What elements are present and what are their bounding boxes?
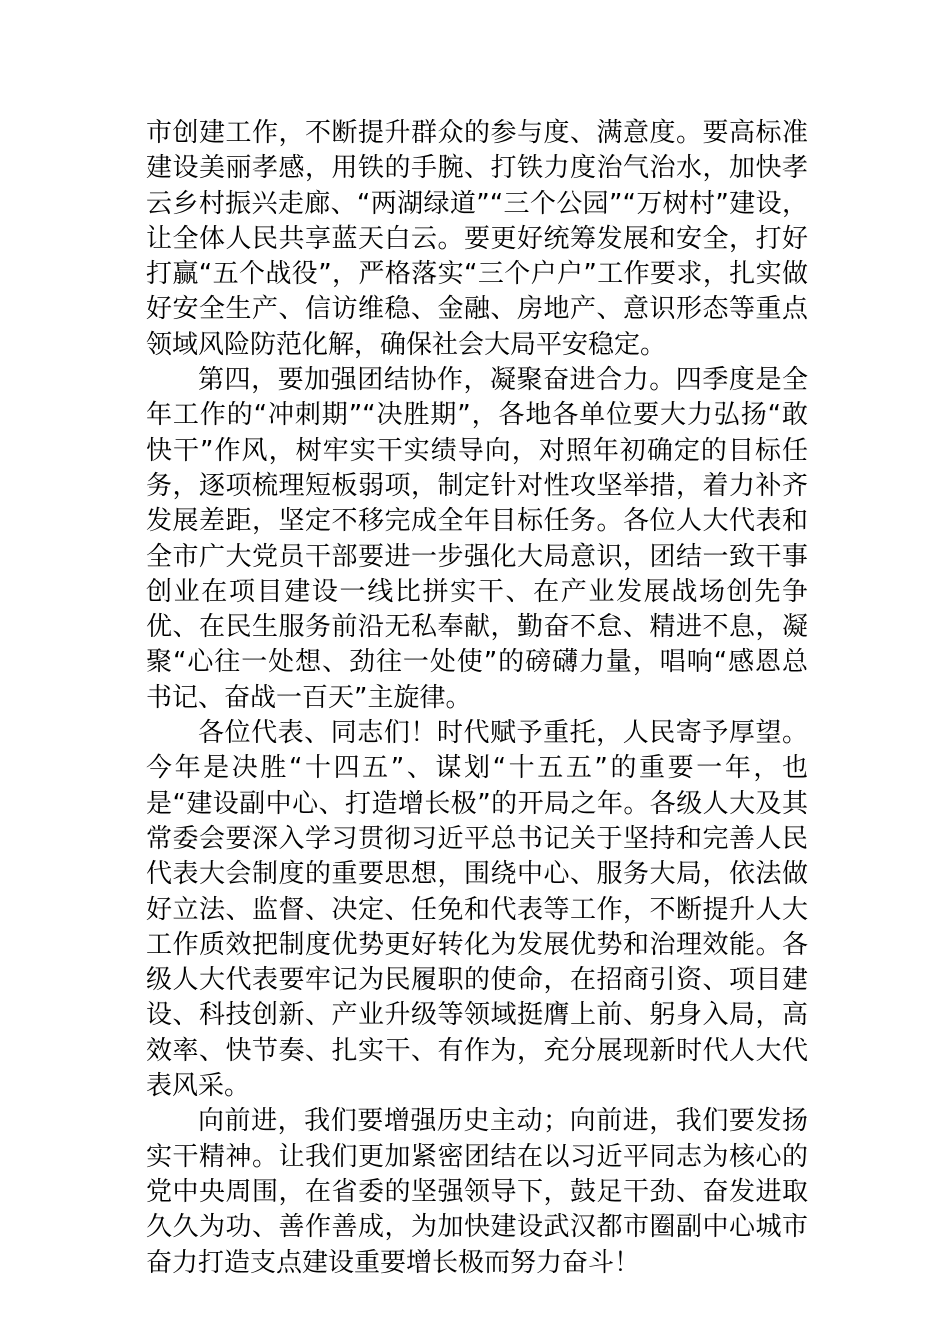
paragraph-fourth-point: 第四，要加强团结协作，凝聚奋进合力。四季度是全年工作的“冲刺期”“决胜期”，各地各单位要大力弘扬“敢快干”作风，树牢实干实绩导向，对照年初确定的目标任务，逐项梳理短板弱项，制定针对性攻坚举措，着力补齐发展差距，坚定不移完成全年目标任务。各位人大代表和全市广大党员干部要进一步强化大局意识，团结一致干事创业在项目建设一线比拼实干、在产业发展战场创先争优、在民生服务前沿无私奉献，勤奋不怠、精进不息，凝聚“心往一处想、劲往一处使”的磅礴力量，唱响“感恩总书记、奋战一百天”主旋律。 — [146, 365, 808, 713]
document-body — [146, 116, 808, 1281]
paragraph-closing: 向前进，我们要增强历史主动；向前进，我们要发扬实干精神。让我们更加紧密团结在以习近平同志为核心的党中央周围，在省委的坚强领导下，鼓足干劲、奋发进取久久为功、善作善成，为加快建设武汉都市圈副中心城市奋力打造支点建设重要增长极而努力奋斗！ — [146, 1106, 808, 1278]
paragraph-continuation: 市创建工作，不断提升群众的参与度、满意度。要高标准建设美丽孝感，用铁的手腕、打铁力度治气治水，加快孝云乡村振兴走廊、“两湖绿道”“三个公园”“万树村”建设，让全体人民共享蓝天白云。要更好统筹发展和安全，打好打赢“五个战役”，严格落实“三个户户”工作要求，扎实做好安全生产、信访维稳、金融、房地产、意识形态等重点领域风险防范化解，确保社会大局平安稳定。 — [146, 118, 808, 360]
paragraph-address-delegates: 各位代表、同志们！时代赋予重托，人民寄予厚望。今年是决胜“十四五”、谋划“十五五”的重要一年，也是“建设副中心、打造增长极”的开局之年。各级人大及其常委会要深入学习贯彻习近平总书记关于坚持和完善人民代表大会制度的重要思想，围绕中心、服务大局，依法做好立法、监督、决定、任免和代表等工作，不断提升人大工作质效把制度优势更好转化为发展优势和治理效能。各级人大代表要牢记为民履职的使命，在招商引资、项目建设、科技创新、产业升级等领域挺膺上前、躬身入局，高效率、快节奏、扎实干、有作为，充分展现新时代人大代表风采。 — [146, 718, 808, 1102]
